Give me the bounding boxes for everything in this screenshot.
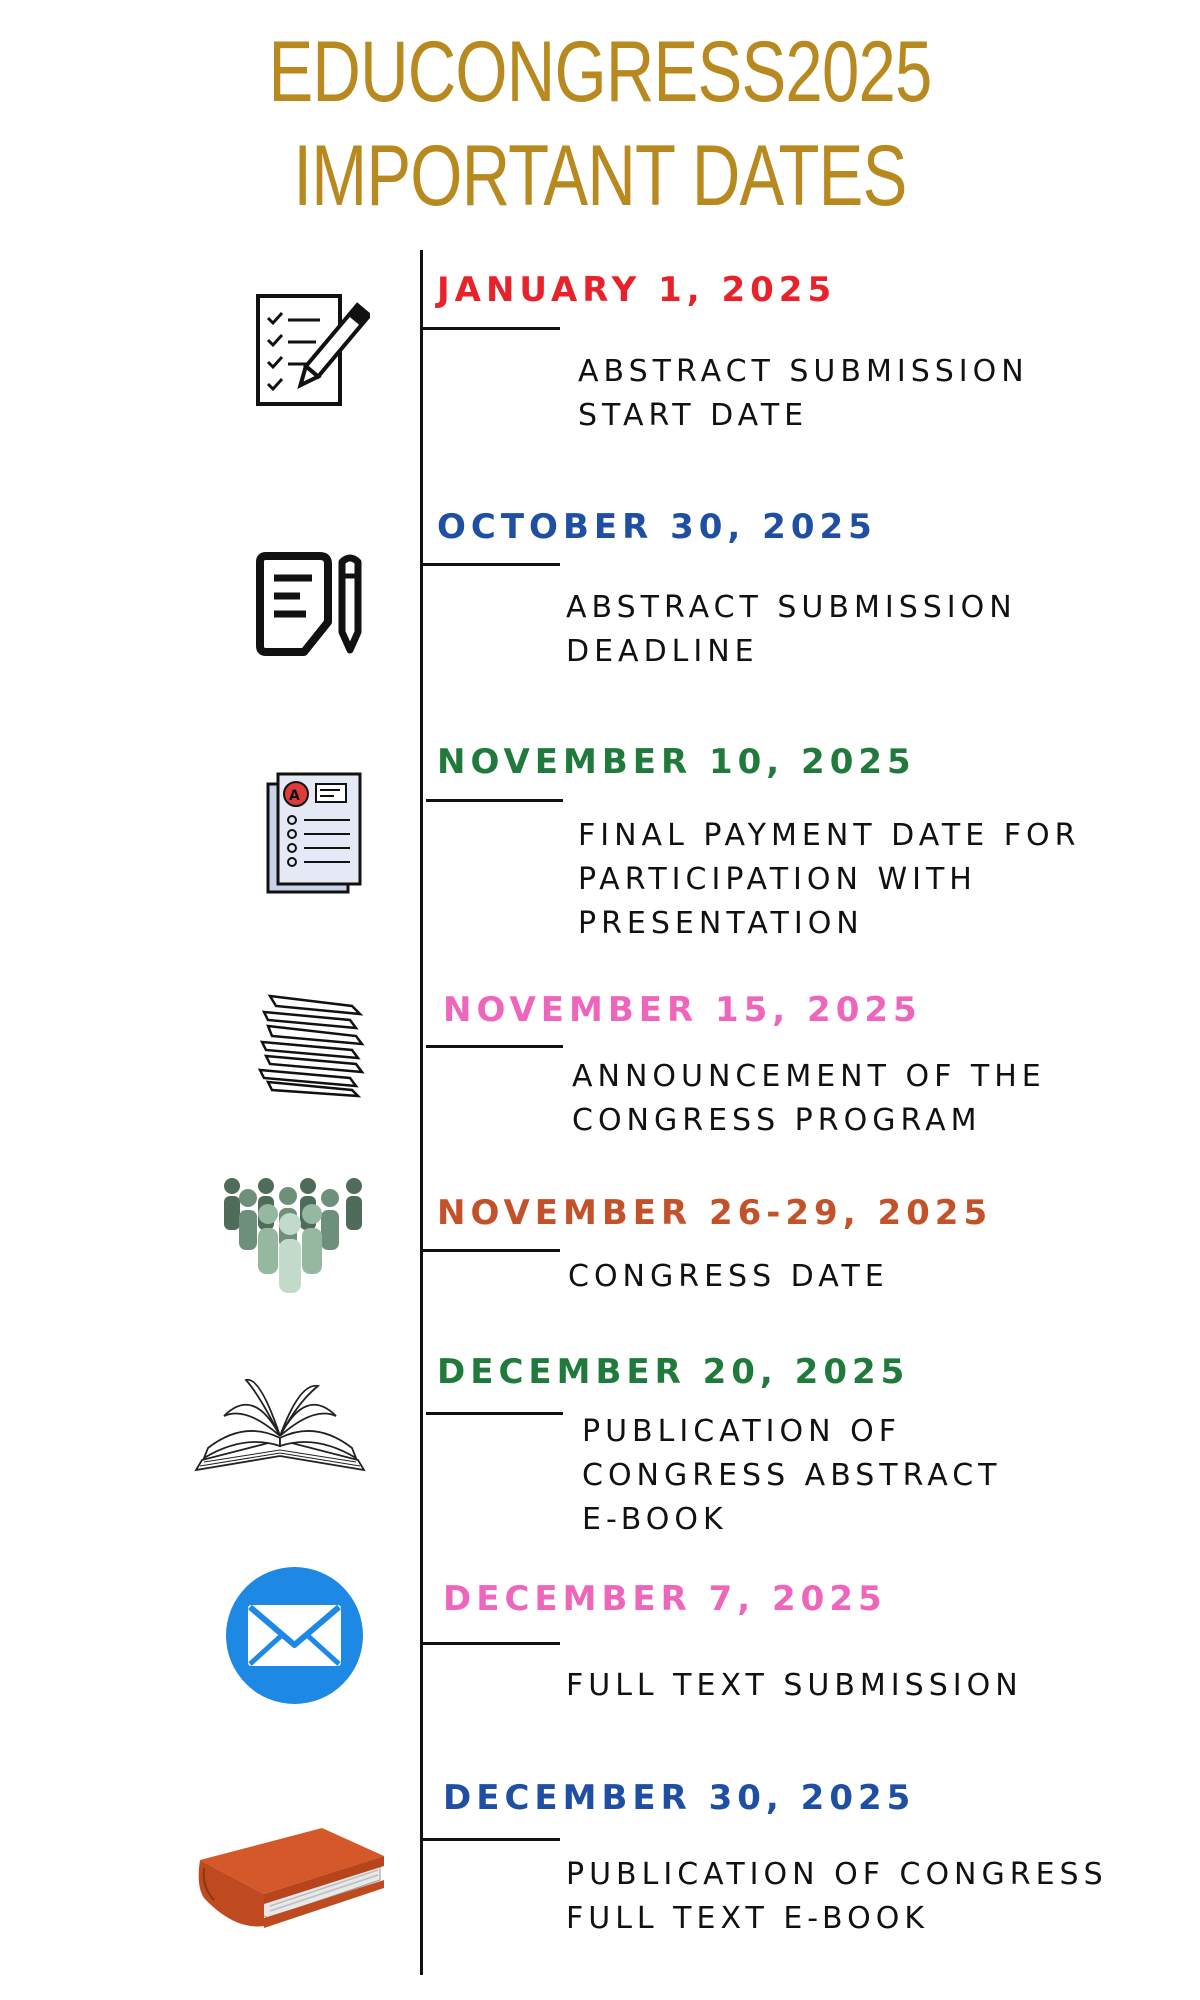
note-pencil-icon	[250, 550, 370, 660]
event-date-4: NOVEMBER 15, 2025	[443, 990, 922, 1030]
timeline-tick	[423, 1642, 560, 1645]
event-date-5: NOVEMBER 26-29, 2025	[437, 1193, 993, 1233]
event-desc-2	[566, 586, 1017, 674]
event-desc-8	[566, 1853, 1108, 1941]
event-desc-4-line: ANNOUNCEMENT OF THE	[572, 1059, 1046, 1094]
event-desc-3-line: FINAL PAYMENT DATE FOR	[578, 818, 1081, 853]
event-date-3: NOVEMBER 10, 2025	[437, 742, 916, 782]
event-desc-5-line: CONGRESS DATE	[568, 1259, 889, 1294]
open-book-icon	[194, 1376, 366, 1476]
paper-stack-icon	[252, 988, 372, 1098]
event-desc-7-line: FULL TEXT SUBMISSION	[566, 1668, 1023, 1703]
timeline-tick	[423, 563, 560, 566]
event-desc-6	[582, 1410, 1002, 1542]
svg-text:A: A	[289, 788, 300, 804]
event-desc-1-line: ABSTRACT SUBMISSION	[578, 354, 1029, 389]
event-desc-1-line: START DATE	[578, 398, 809, 433]
timeline-tick	[423, 1838, 560, 1841]
event-desc-1	[578, 350, 1029, 438]
event-desc-6-line: CONGRESS ABSTRACT	[582, 1458, 1002, 1493]
people-group-icon	[218, 1176, 368, 1306]
event-desc-6-line: E-BOOK	[582, 1502, 728, 1537]
page-title-line1: EDUCONGRESS2025	[268, 24, 932, 120]
event-desc-6-line: PUBLICATION OF	[582, 1414, 901, 1449]
event-desc-2-line: DEADLINE	[566, 634, 759, 669]
event-desc-4	[572, 1055, 1046, 1143]
event-desc-5	[568, 1255, 889, 1299]
event-date-2: OCTOBER 30, 2025	[437, 507, 877, 547]
event-desc-8-line: PUBLICATION OF CONGRESS	[566, 1857, 1108, 1892]
event-desc-4-line: CONGRESS PROGRAM	[572, 1103, 982, 1138]
timeline-tick	[426, 1412, 563, 1415]
timeline-tick	[426, 799, 563, 802]
event-date-1: JANUARY 1, 2025	[437, 270, 837, 310]
timeline-tick	[426, 1045, 563, 1048]
graded-document-icon	[262, 770, 372, 900]
event-desc-3-line: PRESENTATION	[578, 906, 864, 941]
event-desc-8-line: FULL TEXT E-BOOK	[566, 1901, 930, 1936]
closed-book-icon	[194, 1798, 390, 1934]
timeline-tick	[423, 327, 560, 330]
event-date-8: DECEMBER 30, 2025	[443, 1778, 916, 1818]
checklist-pen-icon	[250, 290, 370, 410]
envelope-icon	[226, 1567, 363, 1704]
event-desc-2-line: ABSTRACT SUBMISSION	[566, 590, 1017, 625]
event-desc-3	[578, 814, 1080, 946]
page-title-line2: IMPORTANT DATES	[293, 128, 907, 224]
event-desc-7	[566, 1664, 1023, 1708]
event-date-6: DECEMBER 20, 2025	[437, 1352, 910, 1392]
event-date-7: DECEMBER 7, 2025	[443, 1579, 887, 1619]
timeline-tick	[423, 1249, 560, 1252]
timeline-axis	[420, 250, 423, 1975]
event-desc-3-line: PARTICIPATION WITH	[578, 862, 977, 897]
